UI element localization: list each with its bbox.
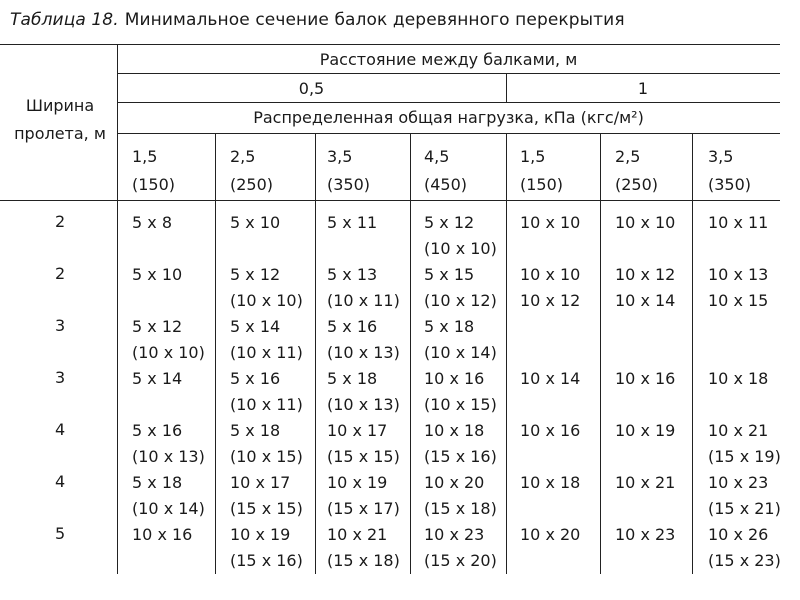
- beam-section: 5 x 11: [327, 213, 378, 232]
- table-caption: [10, 10, 625, 30]
- stub-header-line: пролета, м: [14, 124, 106, 143]
- beam-section: 5 x 16: [132, 421, 183, 440]
- beam-section: 5 x 12: [132, 317, 183, 336]
- table-cell: [424, 470, 497, 522]
- beam-section: 10 x 16: [424, 369, 485, 388]
- table-cell: [132, 522, 192, 548]
- beam-section-alt: 10 x 15: [708, 291, 769, 310]
- beam-section-alt: (10 x 10): [132, 343, 205, 362]
- rule-under-spacing-title: [117, 73, 780, 74]
- beam-section-alt: (10 x 13): [327, 343, 400, 362]
- load-column-header: [424, 143, 467, 199]
- load-column-header: [327, 143, 370, 199]
- table-cell: [424, 418, 497, 470]
- table-cell: [327, 366, 400, 418]
- table-cell: [520, 418, 580, 444]
- beam-section-alt: (10 x 15): [230, 447, 303, 466]
- beam-section-alt: (15 x 19): [708, 447, 781, 466]
- spacing-title: Расстояние между балками, м: [319, 50, 578, 69]
- beam-section: 5 x 10: [132, 265, 183, 284]
- beam-section-alt: (15 x 16): [424, 447, 497, 466]
- table-cell: [424, 366, 497, 418]
- load-title: Распределенная общая нагрузка, кПа (кгс/м²): [253, 108, 644, 127]
- table-cell: [230, 262, 303, 314]
- beam-section-alt: (10 x 11): [327, 291, 400, 310]
- table-cell: [230, 366, 303, 418]
- beam-section: 5 x 8: [132, 213, 172, 232]
- load-column-header: [615, 143, 658, 199]
- load-value: 3,5: [327, 147, 353, 166]
- beam-section: 10 x 17: [230, 473, 291, 492]
- beam-section: 5 x 18: [230, 421, 281, 440]
- load-column-header: [520, 143, 563, 199]
- table-cell: [132, 366, 182, 392]
- beam-section: 10 x 23: [424, 525, 485, 544]
- table-cell: [520, 522, 580, 548]
- load-value-kgs: (150): [132, 175, 176, 194]
- table-cell: [424, 262, 497, 314]
- load-value: 1,5: [520, 147, 546, 166]
- table-cell: [327, 262, 400, 314]
- table-cell: [615, 418, 675, 444]
- beam-section: 10 x 19: [615, 421, 676, 440]
- table-cell: [708, 210, 768, 236]
- table-cell: [230, 210, 280, 236]
- table-cell: [520, 210, 580, 236]
- beam-section: 5 x 16: [230, 369, 281, 388]
- beam-section-alt: (15 x 18): [327, 551, 400, 570]
- span-width-label: 4: [55, 472, 66, 491]
- span-width-label: 3: [55, 368, 66, 387]
- span-width-label: 3: [55, 316, 66, 335]
- beam-section-alt: (10 x 14): [424, 343, 497, 362]
- beam-section: 10 x 10: [520, 213, 581, 232]
- beam-section: 10 x 18: [424, 421, 485, 440]
- load-value: 1,5: [132, 147, 158, 166]
- span-width-label: 2: [55, 264, 66, 283]
- beam-section-alt: (15 x 15): [230, 499, 303, 518]
- load-value: 3,5: [708, 147, 734, 166]
- beam-section: 10 x 11: [708, 213, 769, 232]
- beam-section-alt: (15 x 15): [327, 447, 400, 466]
- table-cell: [708, 522, 781, 574]
- beam-section: 5 x 18: [132, 473, 183, 492]
- table-cell: [615, 522, 675, 548]
- table-cell: [132, 314, 205, 366]
- load-value-kgs: (250): [615, 175, 659, 194]
- span-width-label: 2: [55, 212, 66, 231]
- beam-section-alt: (15 x 18): [424, 499, 497, 518]
- beam-section: 10 x 14: [520, 369, 581, 388]
- caption-text: Минимальное сечение балок деревянного перекрытия: [124, 10, 625, 30]
- column-rule: [315, 133, 316, 574]
- beam-section-alt: (10 x 12): [424, 291, 497, 310]
- column-rule: [600, 133, 601, 574]
- beam-section: 10 x 10: [615, 213, 676, 232]
- beam-section: 5 x 12: [424, 213, 475, 232]
- span-width-label: 4: [55, 420, 66, 439]
- table-cell: [708, 262, 768, 314]
- table-cell: [708, 418, 781, 470]
- beam-section: 10 x 18: [520, 473, 581, 492]
- column-rule: [215, 133, 216, 574]
- table-cell: [327, 314, 400, 366]
- table-cell: [230, 418, 303, 470]
- beam-section: 10 x 23: [708, 473, 769, 492]
- caption-label: Таблица 18.: [10, 10, 119, 30]
- beam-section: 10 x 23: [615, 525, 676, 544]
- beam-section: 10 x 26: [708, 525, 769, 544]
- load-value-kgs: (250): [230, 175, 274, 194]
- beam-section: 5 x 12: [230, 265, 281, 284]
- beam-section: 5 x 13: [327, 265, 378, 284]
- beam-section-alt: (10 x 10): [424, 239, 497, 258]
- beam-section: 5 x 16: [327, 317, 378, 336]
- column-rule: [692, 133, 693, 574]
- table-cell: [230, 314, 303, 366]
- table-cell: [708, 366, 768, 392]
- table-cell: [132, 210, 172, 236]
- beam-section: 10 x 16: [520, 421, 581, 440]
- beam-section-alt: (15 x 23): [708, 551, 781, 570]
- beam-section: 10 x 18: [708, 369, 769, 388]
- beam-section: 10 x 21: [708, 421, 769, 440]
- column-rule: [410, 133, 411, 574]
- load-column-header: [230, 143, 273, 199]
- table-cell: [327, 210, 377, 236]
- load-value: 4,5: [424, 147, 450, 166]
- beam-section: 10 x 13: [708, 265, 769, 284]
- table-cell: [615, 470, 675, 496]
- spacing-value: 0,5: [298, 79, 325, 98]
- beam-section: 10 x 16: [615, 369, 676, 388]
- beam-section-alt: (10 x 13): [132, 447, 205, 466]
- beam-section: 5 x 10: [230, 213, 281, 232]
- beam-section-alt: 10 x 14: [615, 291, 676, 310]
- table-cell: [520, 470, 580, 496]
- beam-section-alt: (15 x 17): [327, 499, 400, 518]
- load-value: 2,5: [615, 147, 641, 166]
- table-cell: [132, 418, 205, 470]
- beam-section-alt: (10 x 14): [132, 499, 205, 518]
- table-cell: [327, 470, 400, 522]
- beam-section-alt: (10 x 15): [424, 395, 497, 414]
- beam-section: 10 x 20: [520, 525, 581, 544]
- beam-section: 10 x 21: [615, 473, 676, 492]
- beam-section-alt: (15 x 20): [424, 551, 497, 570]
- span-width-label: 5: [55, 524, 66, 543]
- beam-section: 5 x 14: [132, 369, 183, 388]
- load-value-kgs: (350): [708, 175, 752, 194]
- beam-section: 5 x 18: [424, 317, 475, 336]
- table-cell: [424, 210, 497, 262]
- beam-section-alt: (10 x 11): [230, 343, 303, 362]
- beam-section-alt: 10 x 12: [520, 291, 581, 310]
- beam-section: 10 x 19: [230, 525, 291, 544]
- load-value: 2,5: [230, 147, 256, 166]
- load-value-kgs: (150): [520, 175, 564, 194]
- beam-section: 5 x 15: [424, 265, 475, 284]
- load-column-header: [132, 143, 175, 199]
- load-value-kgs: (350): [327, 175, 371, 194]
- table-cell: [327, 418, 400, 470]
- stub-header-line: Ширина: [25, 96, 95, 115]
- table-cell: [615, 366, 675, 392]
- beam-section: 10 x 19: [327, 473, 388, 492]
- table-cell: [230, 470, 303, 522]
- stub-header: [10, 92, 110, 148]
- beam-section-alt: (10 x 10): [230, 291, 303, 310]
- table-cell: [132, 262, 182, 288]
- beam-section-alt: (15 x 16): [230, 551, 303, 570]
- beam-section: 5 x 14: [230, 317, 281, 336]
- table-cell: [327, 522, 400, 574]
- beam-section: 5 x 18: [327, 369, 378, 388]
- beam-section-alt: (10 x 13): [327, 395, 400, 414]
- beam-section: 10 x 16: [132, 525, 193, 544]
- rule-under-load-title: [117, 133, 780, 134]
- beam-section: 10 x 20: [424, 473, 485, 492]
- table-cell: [132, 470, 205, 522]
- column-rule: [506, 133, 507, 574]
- beam-section: 10 x 12: [615, 265, 676, 284]
- table-cell: [424, 522, 497, 574]
- table-cell: [615, 262, 675, 314]
- beam-section: 10 x 21: [327, 525, 388, 544]
- table-cell: [708, 470, 781, 522]
- load-column-header: [708, 143, 751, 199]
- beam-section-alt: (10 x 11): [230, 395, 303, 414]
- beam-section-alt: (15 x 21): [708, 499, 781, 518]
- load-value-kgs: (450): [424, 175, 468, 194]
- beam-section: 10 x 10: [520, 265, 581, 284]
- table-cell: [520, 366, 580, 392]
- table-cell: [230, 522, 303, 574]
- table-cell: [520, 262, 580, 314]
- spacing-value: 1: [637, 79, 649, 98]
- rule-under-spacing-values: [117, 102, 780, 103]
- table-cell: [615, 210, 675, 236]
- table-cell: [424, 314, 497, 366]
- beam-section: 10 x 17: [327, 421, 388, 440]
